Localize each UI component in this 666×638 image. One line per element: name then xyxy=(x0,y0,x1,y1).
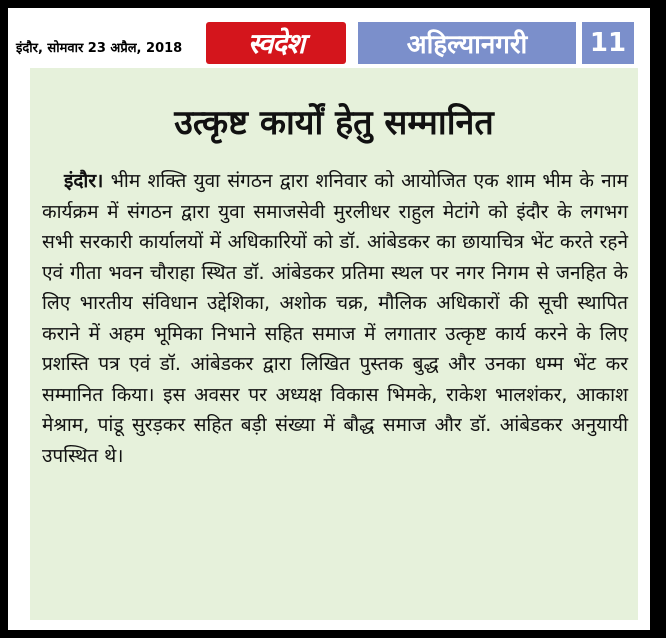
article-headline: उत्कृष्ट कार्यों हेतु सम्मानित xyxy=(174,103,494,143)
masthead xyxy=(8,8,650,66)
page-number-text: 11 xyxy=(589,28,627,58)
article-box xyxy=(30,68,638,620)
page-number xyxy=(582,22,634,64)
newspaper-logo xyxy=(206,22,346,64)
newspaper-clipping xyxy=(8,8,650,630)
newspaper-logo-text: स्वदेश xyxy=(247,27,305,60)
section-title xyxy=(358,22,576,64)
article-body-text: भीम शक्ति युवा संगठन द्वारा शनिवार को आयोजित एक शाम भीम के नाम कार्यक्रम में संगठन द्वारा युवा समाजसेवी मुरलीधर राहुल मेटांगे को इंदौर के लगभग सभी सरकारी कार्यालयों में अधिकारियों को डॉ. आंबेडकर का छायाचित्र भेंट करते रहने एवं गीता भवन चौराहा स्थित डॉ. आंबेडकर प्रतिमा स्थल पर नगर निगम से जनहित के लिए भारतीय संविधान उद्देशिका, अशोक चक्र, मौलिक अधिकारों की सूची स्थापित कराने में अहम भूमिका निभाने सहित समाज में लगातार उत्कृष्ट कार्य करने के लिए प्रशस्ति पत्र एवं डॉ. आंबेडकर द्वारा लिखित पुस्तक बुद्ध और उनका धम्म भेंट कर सम्मानित किया। इस अवसर पर अध्यक्ष विकास भिमके, राकेश भालशंकर, आकाश मेश्राम, पांडू सुरड़कर सहित बड़ी संख्या में बौद्ध समाज और डॉ. आंबेडकर अनुयायी उपस्थित थे। xyxy=(42,170,628,467)
article-body xyxy=(42,166,628,471)
section-title-text: अहिल्यानगरी xyxy=(406,30,528,60)
article-city: इंदौर। xyxy=(64,170,104,192)
dateline: इंदौर, सोमवार 23 अप्रैल, 2018 xyxy=(16,41,183,56)
